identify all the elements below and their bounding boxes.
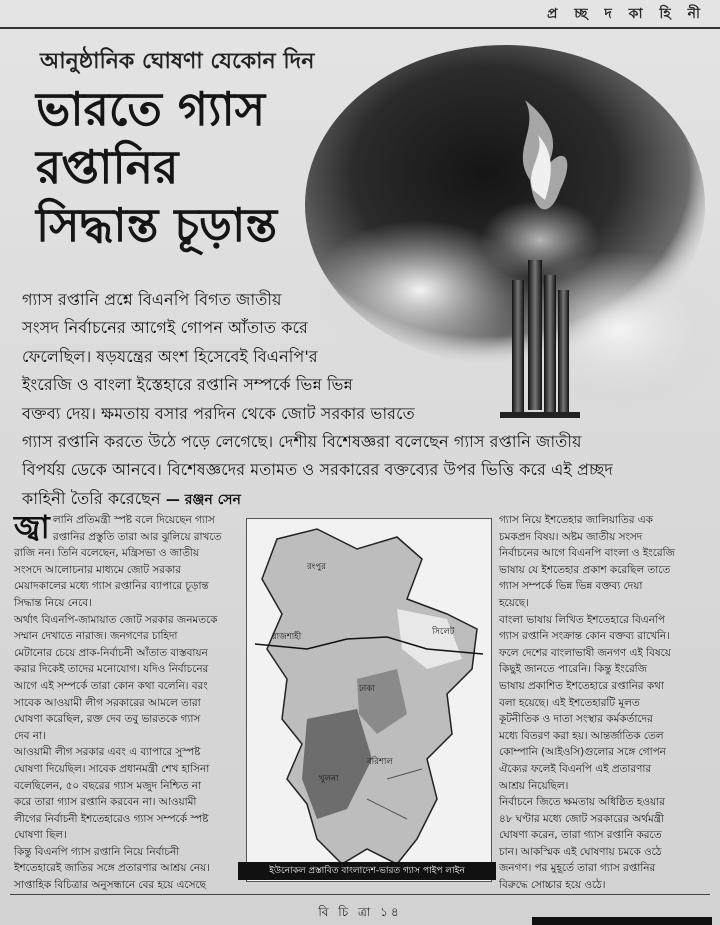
page-footer: বি চি ত্রা ১৪	[318, 905, 402, 919]
intro-line: গ্যাস রপ্তানি করতে উঠে পড়ে লেগেছে। দেশীয় বিশেষজ্ঞরা বলেছেন গ্যাস রপ্তানি জাতীয়	[22, 432, 582, 452]
text-line: কিন্তু বিএনপি গ্যাস রপ্তানি নিয়ে নির্বাচনী	[14, 845, 180, 858]
text-line: লীগের নির্বাচনী ইশতেহারেও গ্যাস সম্পর্কে স্পষ্ট	[14, 812, 209, 825]
headline	[36, 80, 366, 254]
text-line: গ্যাস রপ্তানি সংক্রান্ত কোন বক্তব্য রাখেনি।	[499, 630, 670, 643]
text-line: রাজি নন। তিনি বলেছেন, মন্ত্রিসভা ও জাতীয়	[14, 547, 199, 560]
headline-line: রপ্তানির	[36, 140, 179, 194]
text-line: কোম্পানি (আইওসি)গুলোর সঙ্গে গোপন	[499, 746, 666, 759]
top-rule	[0, 27, 720, 29]
text-line: জনগণ। পর মুহূর্তে তারা গ্যাস রপ্তানির	[499, 862, 656, 875]
section-label: প্র চ্ছ দ কা হি নী	[546, 6, 706, 22]
text-line: সিদ্ধান্ত নিয়ে নেবে।	[14, 596, 92, 609]
text-line: সম্মান দেখাতে নারাজ। জনগণের চাহিদা	[14, 630, 178, 643]
map-label: রংপুর	[307, 562, 326, 572]
text-line: অর্থাৎ বিএনপি-জামায়াত জোট সরকার জনমতকে	[14, 613, 218, 626]
text-line: ঘোষণা করেন, তারা গ্যাস রপ্তানি করতে	[499, 829, 662, 842]
text-line: নির্বাচনে জিতে ক্ষমতায় অধিষ্ঠিত হওয়ার	[499, 796, 665, 809]
author-byline: — রঞ্জন সেন	[165, 491, 241, 508]
intro-line: গ্যাস রপ্তানি প্রশ্নে বিএনপি বিগত জাতীয়	[22, 290, 282, 309]
intro-line: বিপর্যয় ডেকে আনবে। বিশেষজ্ঞদের মতামত ও সরকারের বক্তব্যের উপর ভিত্তি করে এই প্রচ্ছদ	[22, 460, 613, 480]
text-line: ঐক্যের ফলেই বিএনপি এই প্রতারণার	[499, 762, 652, 775]
text-line: করার দিকেই তাদের মনোযোগ। যদিও নির্বাচনের	[14, 663, 209, 676]
map-label: সিলেট	[432, 627, 455, 637]
text-line: বিরুদ্ধে সোচ্চার হয়ে ওঠে।	[499, 879, 606, 892]
intro-line: ফেলেছিল। ষড়যন্ত্রের অংশ হিসেবেই বিএনপি'র	[22, 346, 318, 366]
text-line: ফলে দেশের বাংলাভাষী জনগণ এই বিষয়ে	[499, 646, 671, 659]
intro-line: ইংরেজি ও বাংলা ইস্তেহারে রপ্তানি সম্পর্কে ভিন্ন ভিন্ন	[22, 375, 353, 395]
text-line: সাপ্তাহিক বিচিত্রার অনুসন্ধানে বের হয়ে এসেছে	[14, 879, 206, 892]
text-line: আশ্রয় নিয়েছিল।	[499, 779, 569, 792]
corner-bar	[532, 917, 712, 925]
text-line: ইশতেহারেই জাতির সঙ্গে প্রতারণার আশ্রয় নেয়।	[14, 862, 210, 875]
text-line: মধ্যে বিতরণ করা হয়। আন্তর্জাতিক তেল	[499, 729, 664, 742]
map-label: খুলনা	[319, 774, 339, 784]
text-line: বলা হয়েছে। এই ইশতেহারটি মূলত	[499, 696, 640, 709]
text-line: লানি প্রতিমন্ত্রী স্পষ্ট বলে দিয়েছেন গ্যাস	[52, 514, 215, 526]
map-label: বরিশাল	[367, 757, 393, 767]
intro-line-with-author	[22, 485, 686, 514]
text-line: গ্যাস নিয়ে ইশতেহার জালিয়াতির এক	[499, 514, 653, 526]
intro-line: সংসদ নির্বাচনের আগেই গোপন আঁতাত করে	[22, 318, 308, 338]
kicker: আনুষ্ঠানিক ঘোষণা যেকোন দিন	[40, 49, 315, 74]
bangladesh-pipeline-map	[246, 518, 492, 882]
text-line: ঘোষণা করেছিল, রক্ত দেব তবু ভারতকে গ্যাস	[14, 713, 201, 726]
dropcap: জ্বা	[14, 508, 50, 546]
text-line: সংসদে আলোচনার মাধ্যমে জোট সরকার	[14, 563, 181, 576]
bottom-rule	[10, 894, 710, 895]
headline-line: ভারতে গ্যাস	[36, 82, 266, 136]
headline-line: সিদ্ধান্ত চূড়ান্ত	[36, 198, 278, 252]
right-column	[499, 512, 711, 894]
left-column	[14, 508, 242, 894]
map-caption: ইউনোকল প্রস্তাবিত বাংলাদেশ-ভারত গ্যাস পাইপ লাইন	[238, 862, 496, 880]
map-label: রাজশাহী	[272, 632, 302, 642]
text-line: মেয়াদকালের মধ্যে গ্যাস রপ্তানির ব্যাপারে চূড়ান্ত	[14, 580, 209, 593]
text-line: গ্যাস সম্পর্কে ভিন্ন ভিন্ন বক্তব্য দেয়া	[499, 580, 643, 593]
text-line: ভাষায় যে ইশতেহার প্রকাশ করেছিল তাতে	[499, 563, 671, 576]
text-line: বাংলা ভাষায় লিখিত ইশতেহারে বিএনপি	[499, 613, 665, 626]
intro-paragraph	[22, 286, 686, 514]
text-line: ঘোষণা ছিল।	[14, 829, 67, 842]
text-line: সাবেক আওয়ামী লীগ সরকারের আমলে তারা	[14, 696, 201, 709]
text-line: মেটানোর চেয়ে প্রাক-নির্বাচনী আঁতাত বাস্তবায়ন	[14, 646, 208, 659]
intro-line: কাহিনী তৈরি করেছেন	[22, 488, 161, 508]
text-line: আগে এই সম্পর্কে তারা কোন কথা বলেনি। বরং	[14, 679, 208, 692]
text-line: নির্বাচনের আগে বিএনপি বাংলা ও ইংরেজি	[499, 547, 675, 560]
text-line: আওয়ামী লীগ সরকার এবং এ ব্যাপারে সুস্পষ্ট	[14, 746, 201, 759]
text-line: চমকপ্রদ বিষয়। অষ্টম জাতীয় সংসদ	[499, 530, 643, 543]
text-line: ঘোষণা দিয়েছিল। সাবেক প্রধানমন্ত্রী শেখ হাসিনা	[14, 762, 210, 775]
text-line: কিছুই জানতে পারেনি। কিন্তু ইংরেজি	[499, 663, 647, 676]
intro-line: বক্তব্য দেয়। ক্ষমতায় বসার পরদিন থেকে জোট সরকার ভারতে	[22, 403, 415, 423]
map-label: ঢাকা	[359, 684, 375, 694]
text-line: ৪৮ ঘণ্টার মধ্যে জোট সরকারের অর্থমন্ত্রী	[499, 812, 664, 825]
text-line: করে তারা গ্যাস রপ্তানি করবেন না। আওয়ামী	[14, 796, 197, 809]
text-line: রপ্তানির প্রস্তুতি তারা আর ঝুলিয়ে রাখতে	[52, 530, 222, 543]
text-line: ভাষায় প্রকাশিত ইশতেহারে রপ্তানির কথা	[499, 679, 664, 692]
text-line: কূটনীতিক ও দাতা সংস্থার কর্মকর্তাদের	[499, 713, 653, 726]
text-line: হয়েছে।	[499, 596, 529, 609]
text-line: দেব না।	[14, 729, 46, 742]
text-line: চান। আকস্মিক এই ঘোষণায় চমকে ওঠে	[499, 845, 662, 858]
text-line: বলেছিলেন, ৫০ বছরের গ্যাস মজুদ নিশ্চিত না	[14, 779, 202, 792]
